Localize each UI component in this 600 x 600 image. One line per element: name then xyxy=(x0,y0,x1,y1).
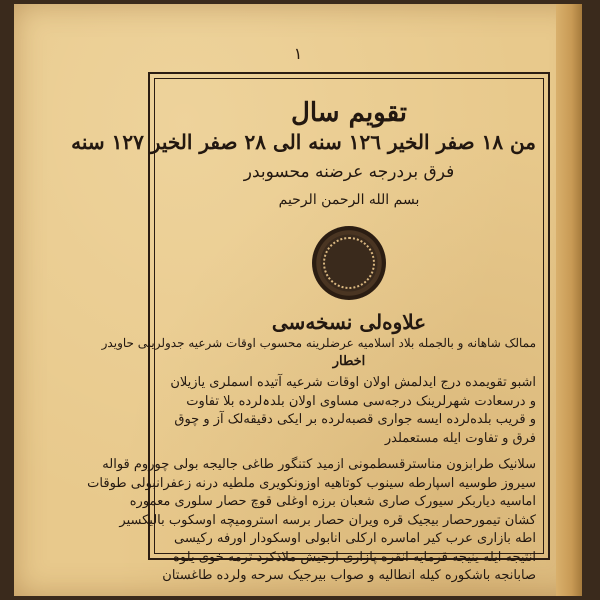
body-line: صابانجه باشکوره کیله انطالیه و صواب بیرجیک سرحه ولرده طاغستان xyxy=(162,568,536,583)
subtitle: فرق بردرجه عرضنه محسوبدر xyxy=(243,162,455,182)
manuscript-page xyxy=(14,4,582,596)
text-frame xyxy=(71,72,550,583)
body-line: فرق و تفاوت ایله مستعملدر xyxy=(384,430,536,446)
body-line: اشبو تقویمده درج ایدلمش اولان اوقات شرعیه آتیده اسملری یازیلان xyxy=(170,375,536,390)
body-line: انتیجه ایله ینیجه قرمایه انقره پازاری ارجیش ملاذکرد ترمه خوی یلوه xyxy=(173,549,536,565)
body-line: اطه بازاری عرب کیر اماسره ارکلی انابولی اوسکودار اورفه رکیسی xyxy=(174,531,536,546)
seal-icon xyxy=(312,226,386,300)
body-line: کشان تیمورحصار بیجیک قره ویران حصار برسه استرومیچه اوسکوب بالیکسیر xyxy=(119,512,536,528)
paragraph-gap xyxy=(162,448,536,456)
body-line: و درسعادت شهرلرینک درجه‌سی مساوی اولان بلدہ‌لرده بلا تفاوت xyxy=(186,393,536,409)
body-line: و قریب بلده‌لرده ایسه جواری قصبه‌لرده بر ایکی دقیقه‌لک آز و چوق xyxy=(174,412,536,427)
blessing-line: بسم الله الرحمن الرحیم xyxy=(278,192,420,208)
section-heading: علاوه‌لی نسخه‌سی xyxy=(271,310,427,334)
section-description: ممالک شاهانه و بالجمله بلاد اسلامیه عرضلرینه محسوب اوقات شرعیه جدولرینی حاویدر xyxy=(101,336,536,350)
page-number: ١ xyxy=(293,44,303,63)
body-line: اماسیه دیاربکر سیورک صاری شعبان برزه اوغلی قوچ حصار سلوری معموره xyxy=(129,494,536,509)
seal-stamp xyxy=(312,226,386,300)
body-line: سیروز طوسیه اسپارطه سینوب کوتاهیه اوزونکویری ملطیه درنه زعفرانبولی طوقات xyxy=(87,475,536,491)
body-line: سلانیک طرابزون مناسترقسطمونی ازمید کتنگور طاغی جالیجه بولی چوروم قواله xyxy=(102,457,536,472)
calendar-title: تقویم سال xyxy=(290,98,407,128)
seal-ring xyxy=(323,237,375,289)
date-range: من ١٨ صفر الخیر ١٢٦ سنه الی ٢٨ صفر الخیر ١٢٧ سنه xyxy=(71,130,536,154)
warning-heading: اخطار xyxy=(332,354,366,369)
page-edge xyxy=(556,4,582,596)
body-text xyxy=(87,374,536,586)
